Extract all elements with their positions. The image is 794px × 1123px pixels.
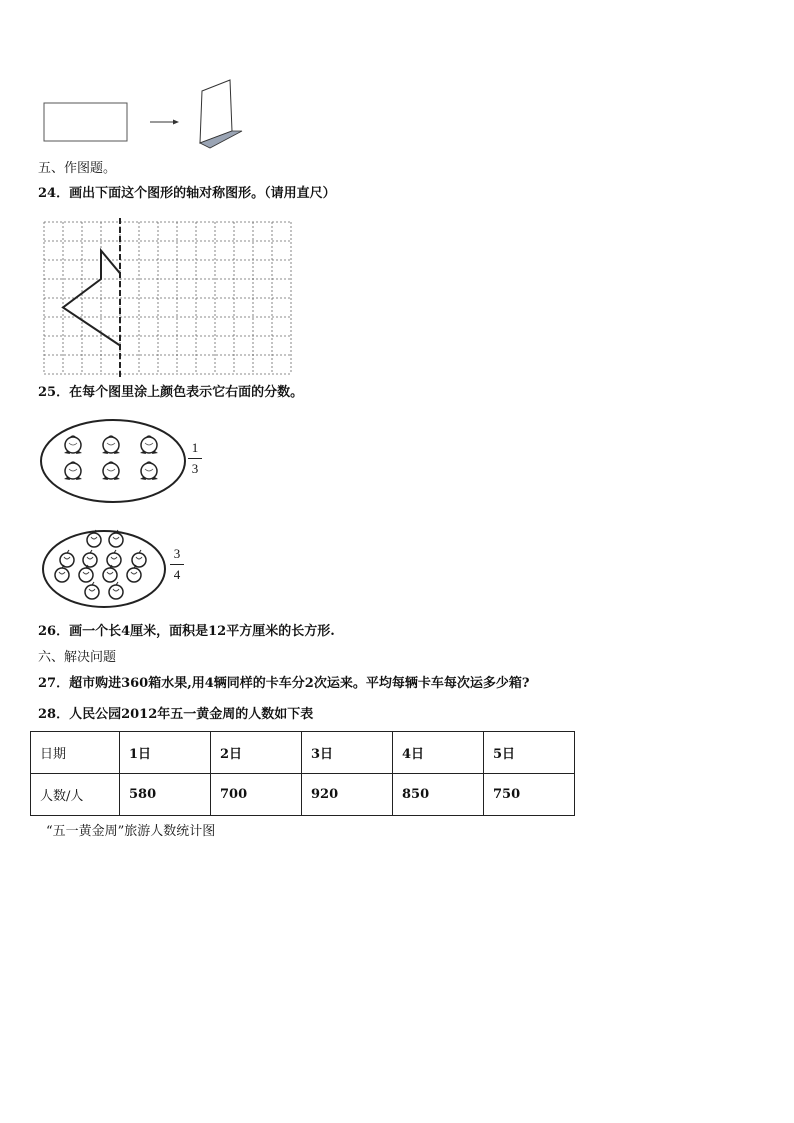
fraction-one-third	[188, 440, 202, 477]
table-cell-count: 580	[120, 774, 211, 816]
fruit-body	[127, 568, 141, 582]
fraction-numerator: 3	[173, 546, 181, 561]
chart-title: “五一黄金周”旅游人数统计图	[46, 824, 216, 839]
table-header-label: 日期	[31, 732, 120, 774]
fruit-body	[132, 553, 146, 567]
question-28: 28．人民公园2012年五一黄金周的人数如下表	[38, 707, 314, 722]
fruit-body	[60, 553, 74, 567]
fruit-body	[55, 568, 69, 582]
half-shape	[63, 251, 120, 346]
table-cell-day: 4日	[393, 732, 484, 774]
flat-rectangle	[44, 103, 127, 141]
table-row	[31, 774, 575, 816]
figure-ellipse	[41, 420, 185, 502]
arrow-head	[173, 120, 179, 125]
fruit-body	[87, 533, 101, 547]
fruit-body	[109, 533, 123, 547]
question-26: 26．画一个长4厘米，面积是12平方厘米的长方形.	[38, 624, 335, 639]
visitor-table	[30, 731, 575, 816]
fruit-body	[83, 553, 97, 567]
table-cell-day: 3日	[302, 732, 393, 774]
section-five-title: 五、作图题。	[38, 161, 117, 176]
fruit-body	[85, 585, 99, 599]
fruit-body	[79, 568, 93, 582]
question-25: 25．在每个图里涂上颜色表示它右面的分数。	[38, 385, 304, 400]
fruit-body	[107, 553, 121, 567]
fraction-bar	[170, 564, 184, 565]
fraction-three-quarters	[170, 546, 184, 583]
folding-figure	[0, 0, 794, 160]
fraction-denominator: 3	[191, 461, 199, 476]
table-row-label: 人数/人	[31, 774, 120, 816]
fraction-denominator: 4	[173, 567, 181, 582]
table-cell-count: 750	[484, 774, 575, 816]
fruit-body	[109, 585, 123, 599]
question-27: 27．超市购进360箱水果,用4辆同样的卡车分2次运来。平均每辆卡车每次运多少箱?	[38, 676, 530, 691]
table-cell-count: 920	[302, 774, 393, 816]
table-cell-day: 5日	[484, 732, 575, 774]
table-cell-count: 850	[393, 774, 484, 816]
table-row	[31, 732, 575, 774]
table-cell-day: 1日	[120, 732, 211, 774]
question-24: 24．画出下面这个图形的轴对称图形。（请用直尺）	[38, 186, 336, 201]
fruit-body	[103, 568, 117, 582]
section-six-title: 六、解决问题	[38, 650, 117, 665]
fraction-figure-quarters[interactable]	[42, 528, 168, 610]
fraction-numerator: 1	[191, 440, 199, 455]
fraction-bar	[188, 458, 202, 459]
fraction-figure-thirds[interactable]	[40, 418, 190, 504]
table-cell-count: 700	[211, 774, 302, 816]
table-cell-day: 2日	[211, 732, 302, 774]
symmetry-grid[interactable]	[40, 215, 280, 375]
